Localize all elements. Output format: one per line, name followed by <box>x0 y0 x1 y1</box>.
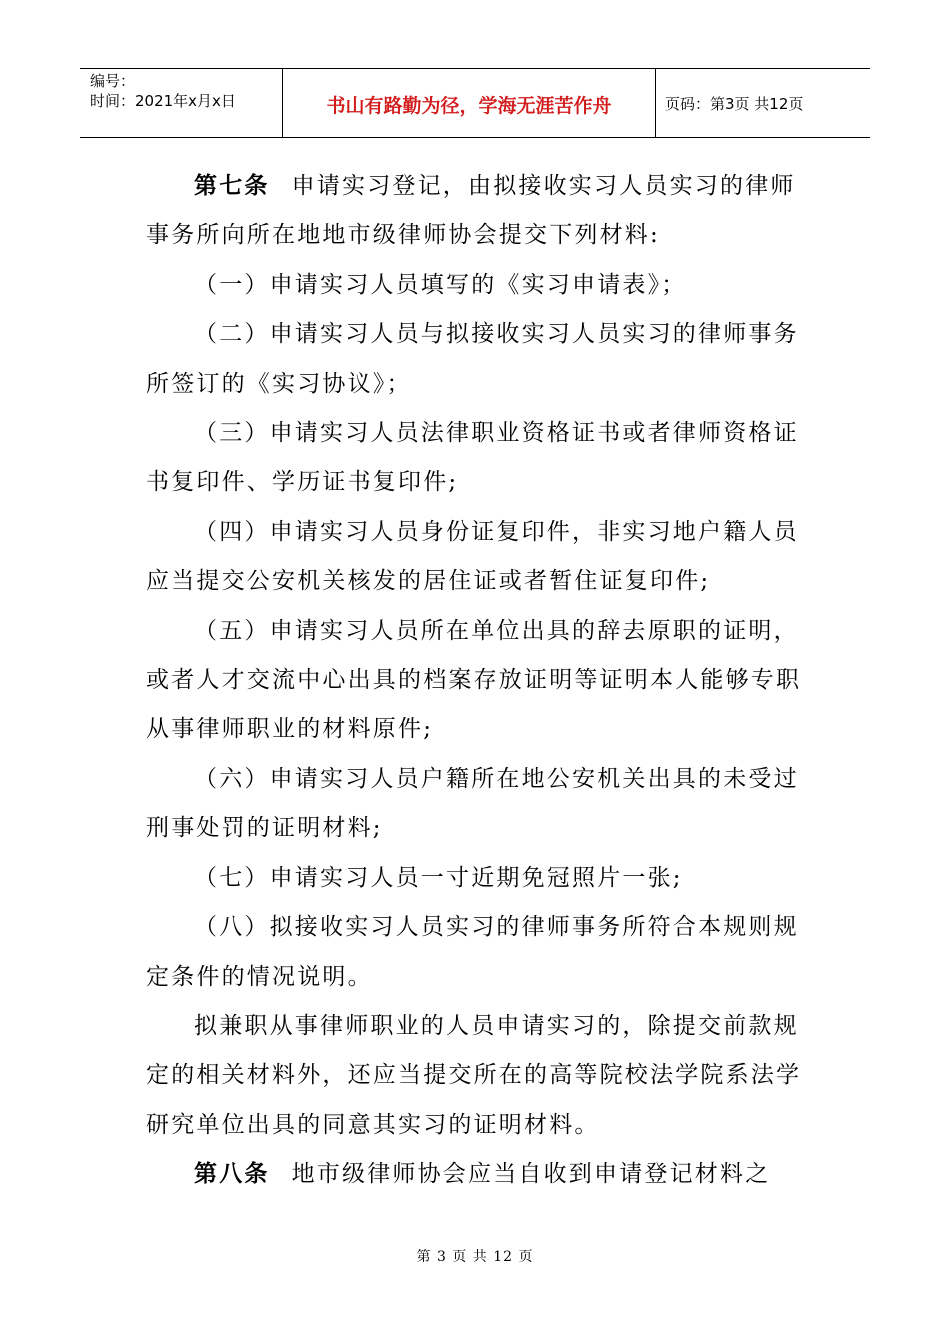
parttime-paragraph: 拟兼职从事律师职业的人员申请实习的，除提交前款规定的相关材料外，还应当提交所在的高等院校法学院系法学研究单位出具的同意其实习的证明材料。 <box>146 1012 802 1138</box>
document-body <box>146 162 806 1200</box>
list-item: （四）申请实习人员身份证复印件，非实习地户籍人员应当提交公安机关核发的居住证或者暂住证复印件; <box>146 518 799 595</box>
header-meta <box>90 71 236 111</box>
list-item: （八）拟接收实习人员实习的律师事务所符合本规则规定条件的情况说明。 <box>146 914 799 990</box>
list-item: （五）申请实习人员所在单位出具的辞去原职的证明，或者人才交流中心出具的档案存放证明等证明本人能够专职从事律师职业的材料原件; <box>146 617 802 743</box>
list-item: （一）申请实习人员填写的《实习申请表》； <box>194 271 687 298</box>
list-item: （二）申请实习人员与拟接收实习人员实习的律师事务所签订的《实习协议》； <box>146 321 799 397</box>
page-footer: 第 3 页 共 12 页 <box>416 1249 534 1265</box>
article-7-text: 申请实习登记，由拟接收实习人员实习的律师事务所向所在地地市级律师协会提交下列材料: <box>146 173 796 249</box>
article-7-title: 第七条 <box>194 173 270 199</box>
header-page-info: 页码：第3页 共12页 <box>665 95 804 113</box>
number-label: 编号： <box>90 72 136 90</box>
date-label: 时间：2021年x月x日 <box>90 92 236 110</box>
article-8-text: 地市级律师协会应当自收到申请登记材料之 <box>291 1161 771 1188</box>
list-item: （六）申请实习人员户籍所在地公安机关出具的未受过刑事处罚的证明材料; <box>146 765 799 842</box>
document-header <box>80 68 870 138</box>
article-8 <box>146 1150 806 1199</box>
article-8-title: 第八条 <box>194 1161 270 1188</box>
article-7 <box>146 162 806 261</box>
list-item: （七）申请实习人员一寸近期免冠照片一张; <box>194 864 683 891</box>
header-divider <box>655 69 656 137</box>
list-item: （三）申请实习人员法律职业资格证书或者律师资格证书复印件、学历证书复印件; <box>146 420 799 496</box>
header-motto: 书山有路勤为径，学海无涯苦作舟 <box>326 95 612 117</box>
